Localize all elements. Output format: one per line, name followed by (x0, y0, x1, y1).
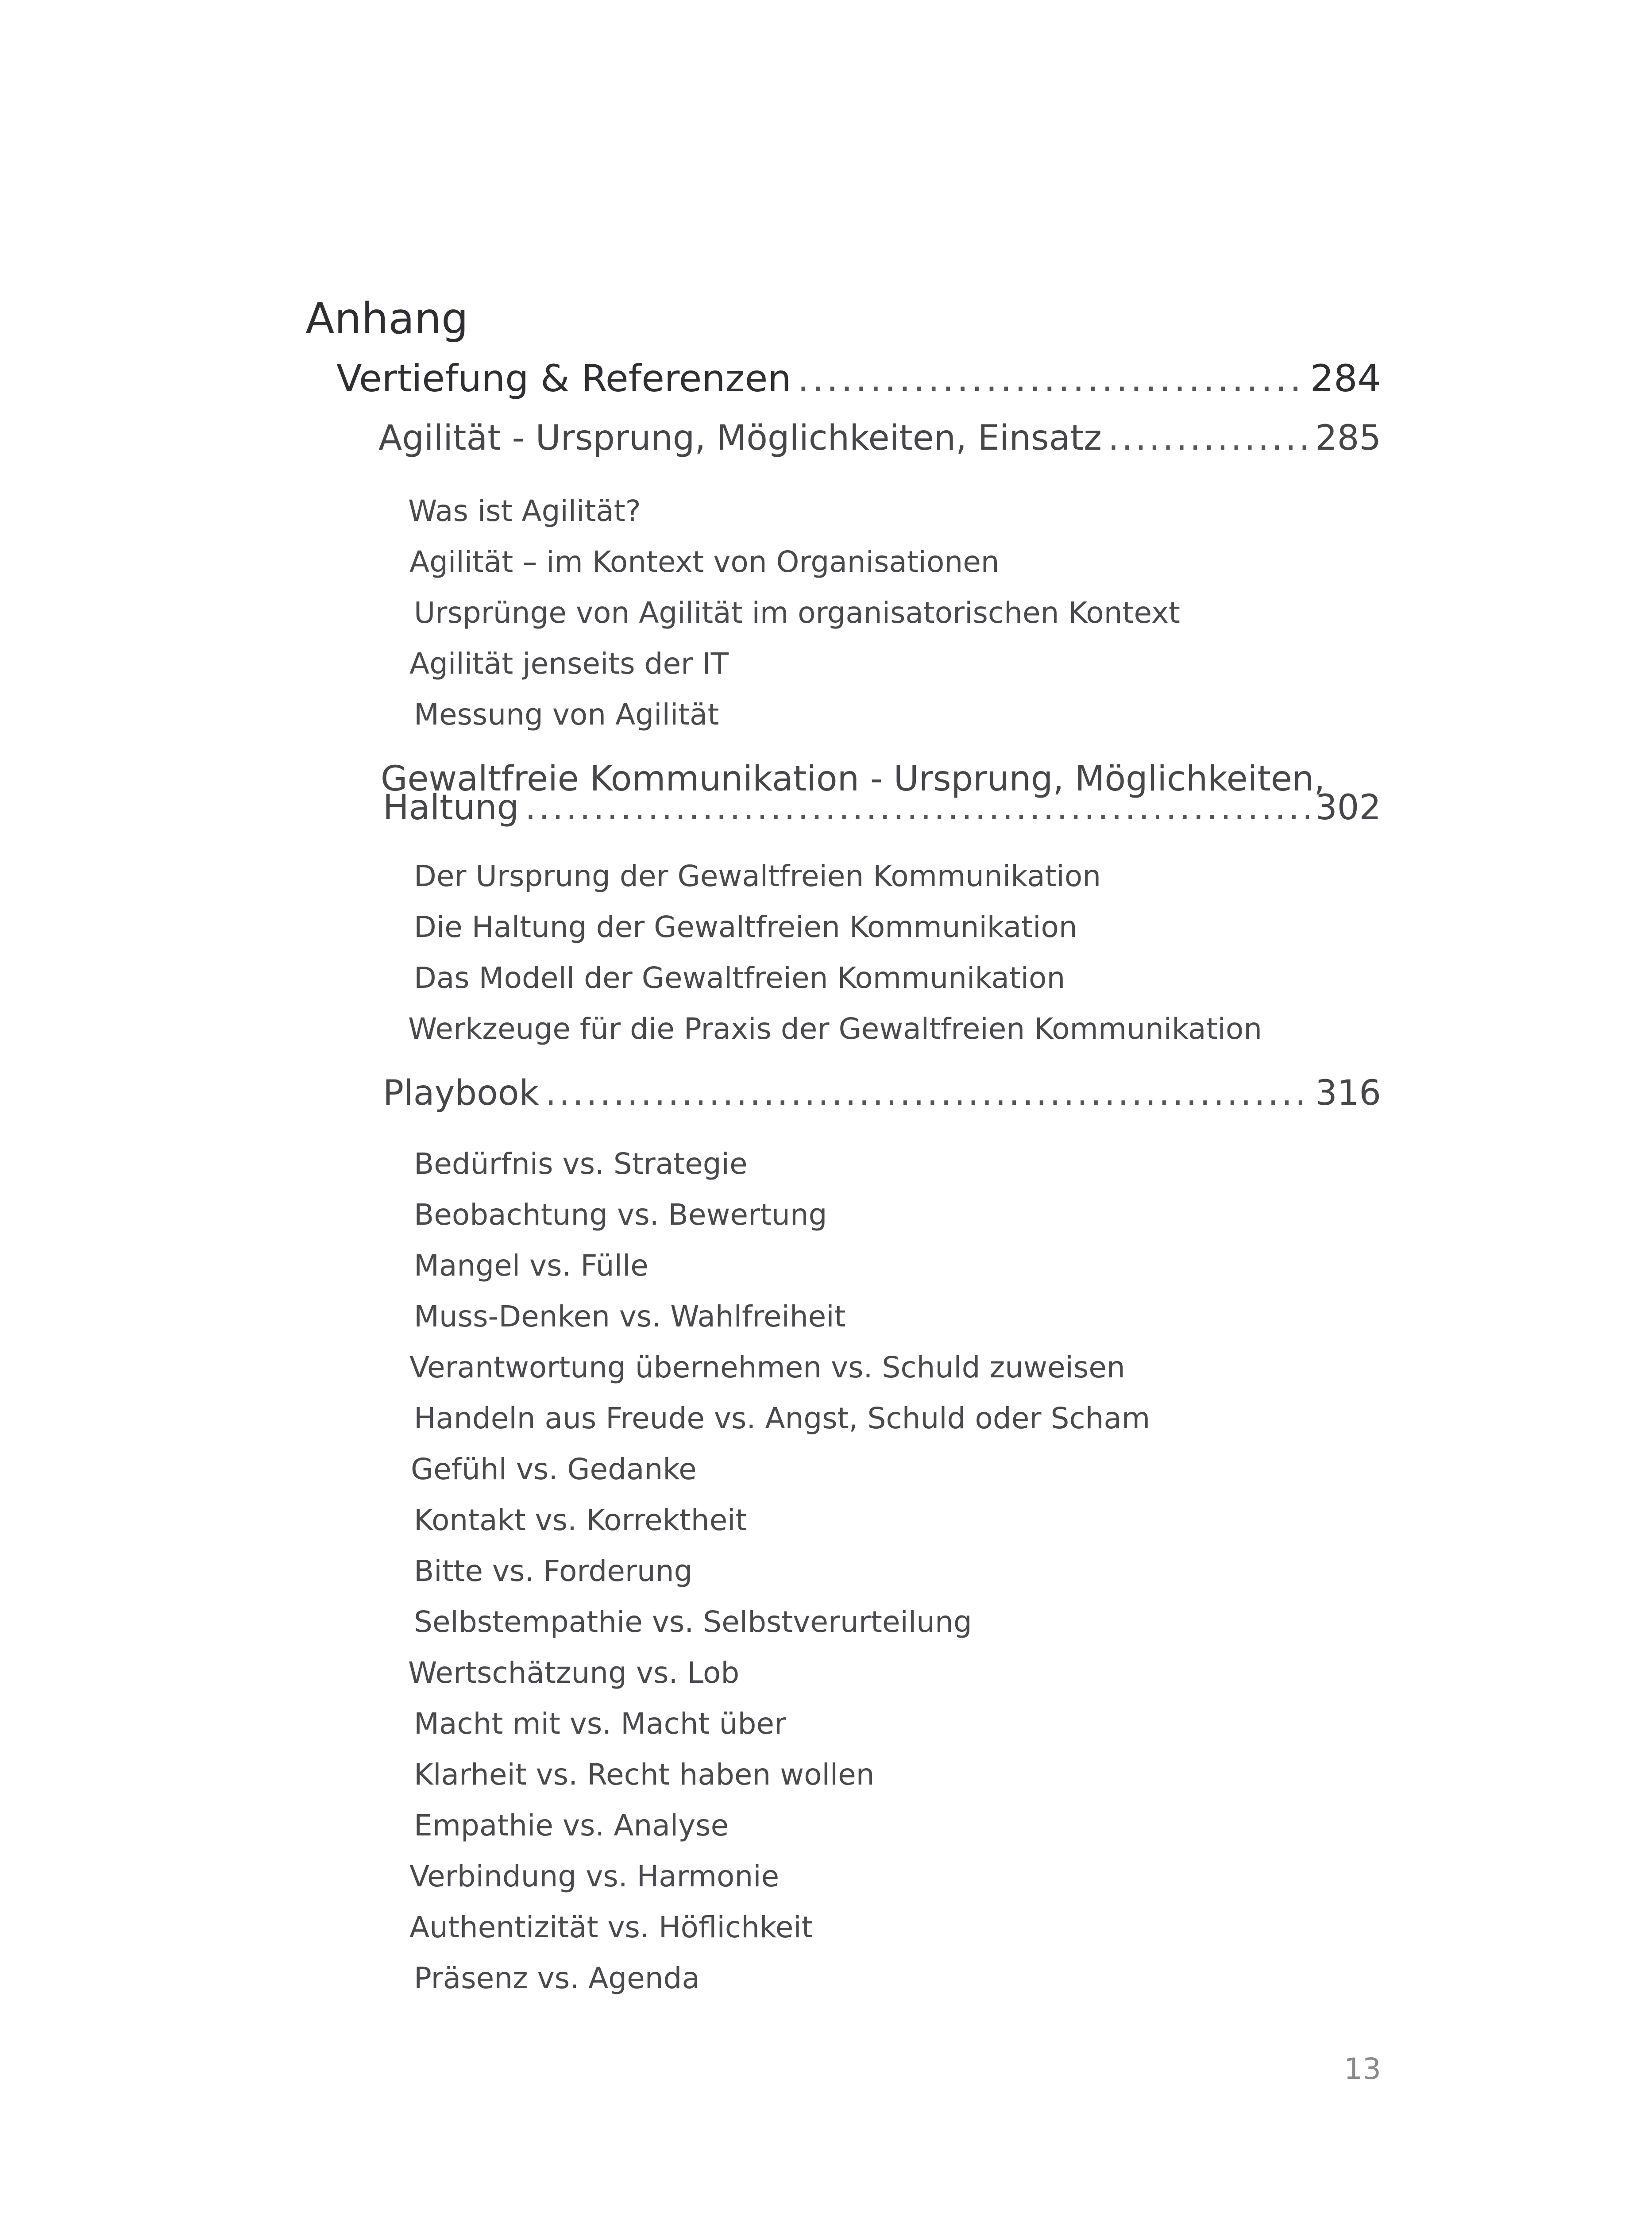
toc-item[interactable]: Empathie vs. Analyse (414, 1808, 729, 1843)
toc-chapter-label: Haltung (383, 788, 519, 828)
toc-item[interactable]: Handeln aus Freude vs. Angst, Schuld oder Scham (414, 1401, 1150, 1435)
toc-chapter-gfk[interactable] (383, 786, 1381, 830)
toc-leader-dots (798, 354, 1304, 403)
toc-leader-dots (1108, 416, 1309, 460)
toc-leader-dots (525, 786, 1309, 830)
toc-leader-dots (545, 1071, 1309, 1115)
toc-heading: Anhang (305, 294, 468, 343)
toc-page-number: 316 (1315, 1073, 1381, 1113)
toc-item[interactable]: Das Modell der Gewaltfreien Kommunikation (414, 961, 1065, 995)
toc-item[interactable]: Ursprünge von Agilität im organisatorischen Kontext (414, 596, 1180, 630)
toc-item[interactable]: Gefühl vs. Gedanke (411, 1452, 697, 1486)
toc-item[interactable]: Agilität – im Kontext von Organisationen (409, 545, 1000, 579)
toc-item[interactable]: Verantwortung übernehmen vs. Schuld zuweisen (409, 1350, 1125, 1384)
toc-item[interactable]: Der Ursprung der Gewaltfreien Kommunikation (414, 859, 1101, 893)
toc-item[interactable]: Bedürfnis vs. Strategie (414, 1147, 748, 1181)
toc-chapter-label: Agilität - Ursprung, Möglichkeiten, Einsatz (378, 418, 1102, 458)
page-number: 13 (1344, 2052, 1381, 2086)
toc-item[interactable]: Klarheit vs. Recht haben wollen (414, 1758, 875, 1792)
toc-item[interactable]: Was ist Agilität? (408, 494, 641, 528)
toc-item[interactable]: Mangel vs. Fülle (414, 1249, 648, 1283)
toc-chapter-playbook[interactable] (383, 1071, 1381, 1115)
toc-item[interactable]: Verbindung vs. Harmonie (409, 1859, 780, 1893)
toc-item[interactable]: Muss-Denken vs. Wahlfreiheit (414, 1299, 846, 1334)
toc-page-number: 284 (1310, 357, 1381, 400)
toc-item[interactable]: Die Haltung der Gewaltfreien Kommunikation (414, 910, 1077, 944)
toc-item[interactable]: Wertschätzung vs. Lob (408, 1656, 740, 1690)
toc-item[interactable]: Beobachtung vs. Bewertung (414, 1198, 827, 1232)
toc-item[interactable]: Selbstempathie vs. Selbstverurteilung (414, 1605, 972, 1639)
toc-item[interactable]: Präsenz vs. Agenda (414, 1961, 700, 1995)
toc-item[interactable]: Messung von Agilität (414, 698, 719, 732)
toc-chapter-label: Playbook (383, 1073, 539, 1113)
toc-section-label: Vertiefung & Referenzen (336, 357, 791, 400)
toc-item[interactable]: Bitte vs. Forderung (414, 1554, 693, 1588)
toc-chapter-agilitaet[interactable] (378, 416, 1381, 460)
toc-item[interactable]: Authentizität vs. Höflichkeit (409, 1910, 813, 1944)
toc-page-number: 285 (1315, 418, 1381, 458)
toc-item[interactable]: Macht mit vs. Macht über (414, 1707, 787, 1741)
toc-page-number: 302 (1315, 788, 1381, 828)
toc-section-vertiefung[interactable] (336, 354, 1381, 403)
toc-item[interactable]: Kontakt vs. Korrektheit (414, 1503, 747, 1537)
toc-item[interactable]: Werkzeuge für die Praxis der Gewaltfreien Kommunikation (408, 1012, 1262, 1046)
toc-chapter-gfk-line1[interactable]: Gewaltfreie Kommunikation - Ursprung, Möglichkeiten, (381, 759, 1325, 799)
toc-item[interactable]: Agilität jenseits der IT (409, 647, 729, 681)
